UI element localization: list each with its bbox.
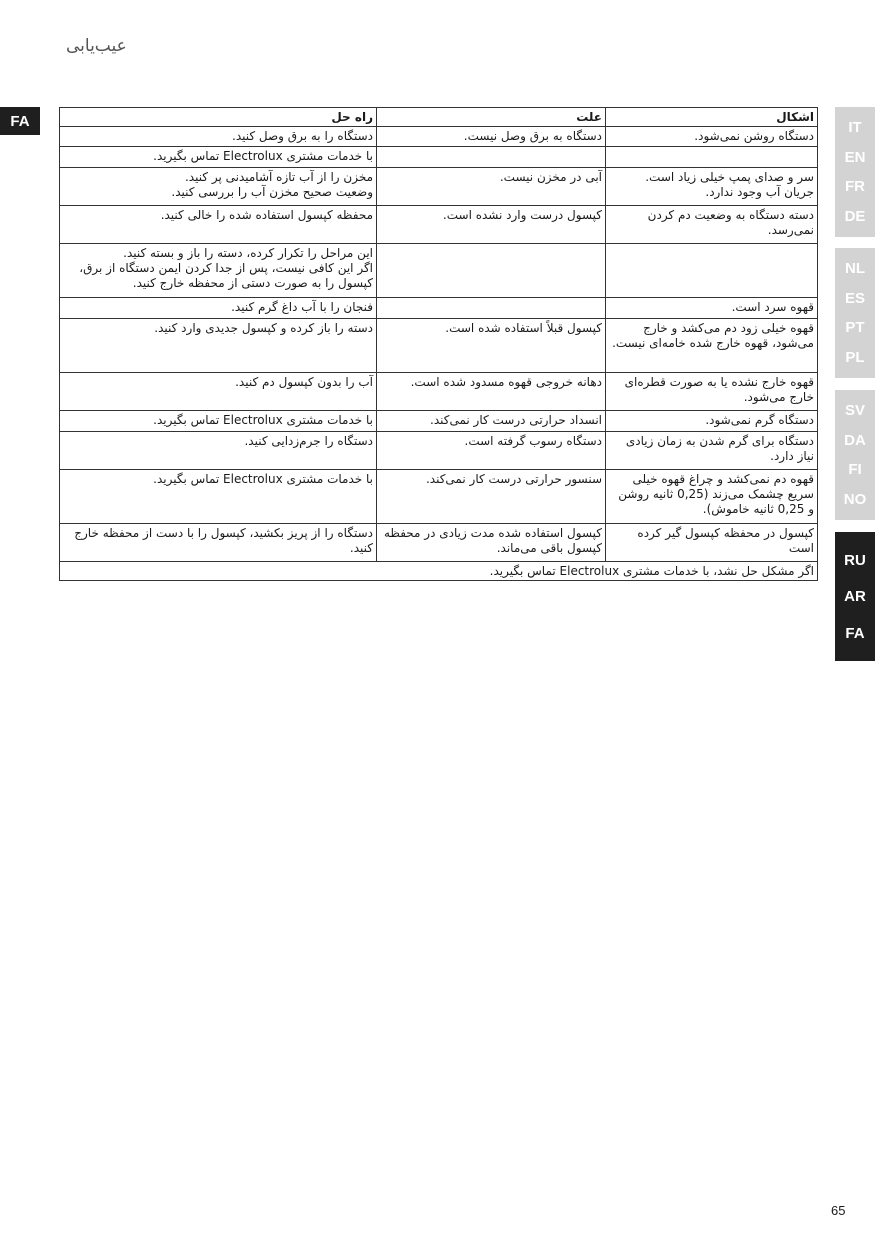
cell-cause <box>377 411 606 432</box>
problem-text: دستگاه گرم نمی‌شود. <box>705 413 814 427</box>
problem-text: دسته دستگاه به وضعیت دم کردن نمی‌رسد. <box>647 208 814 237</box>
cell-solution <box>60 168 377 206</box>
problem-text: دستگاه برای گرم شدن به زمان زیادی نیاز دارد. <box>625 434 814 463</box>
solution-text: دستگاه را به برق وصل کنید. <box>232 129 373 143</box>
cell-problem <box>606 373 818 411</box>
cell-solution <box>60 373 377 411</box>
cell-solution <box>60 432 377 470</box>
language-tab-es[interactable]: ES <box>844 289 865 307</box>
cause-text: سنسور حرارتی درست کار نمی‌کند. <box>425 472 602 486</box>
cause-text: دستگاه رسوب گرفته است. <box>464 434 602 448</box>
cell-cause <box>377 470 606 524</box>
solution-text: این مراحل را تکرار کرده، دسته را باز و بسته کنید. <box>123 246 373 260</box>
solution-text: آب را بدون کپسول دم کنید. <box>235 375 373 389</box>
cell-cause <box>377 147 606 168</box>
problem-text: کپسول در محفظه کپسول گیر کرده است <box>637 526 814 555</box>
language-tab-fi[interactable]: FI <box>848 461 862 479</box>
cause-text: کپسول استفاده شده مدت زیادی در محفظه کپسول باقی می‌ماند. <box>383 526 602 555</box>
footer-note: اگر مشکل حل نشد، با خدمات مشتری Electrolux تماس بگیرید. <box>60 562 818 581</box>
language-marker: FA <box>0 107 40 135</box>
cell-problem <box>606 524 818 562</box>
cell-solution <box>60 147 377 168</box>
language-tab-da[interactable]: DA <box>844 431 866 449</box>
language-tab-de[interactable]: DE <box>844 207 866 225</box>
table-row <box>60 244 818 298</box>
table-footer-row <box>60 562 818 581</box>
language-tab-pt[interactable]: PT <box>845 319 865 337</box>
table-row <box>60 127 818 147</box>
cause-text: دهانه خروجی قهوه مسدود شده است. <box>410 375 602 389</box>
cell-problem <box>606 298 818 319</box>
table-row <box>60 470 818 524</box>
cell-solution <box>60 319 377 373</box>
solution-text: دستگاه را جرم‌زدایی کنید. <box>244 434 373 448</box>
troubleshooting-table <box>59 107 818 581</box>
table-row <box>60 524 818 562</box>
solution-text: مخزن را از آب تازه آشامیدنی پر کنید. <box>184 170 373 184</box>
cell-solution <box>60 524 377 562</box>
table-row <box>60 206 818 244</box>
cell-cause <box>377 127 606 147</box>
cell-cause <box>377 373 606 411</box>
problem-text: قهوه خیلی زود دم می‌کشد و خارج می‌شود، قهوه خارج شده خامه‌ای نیست. <box>612 321 814 350</box>
language-tab-fr[interactable]: FR <box>845 178 865 196</box>
language-tab-fa[interactable]: FA <box>845 624 865 642</box>
cause-text: کپسول درست وارد نشده است. <box>442 208 602 222</box>
solution-text: با خدمات مشتری Electrolux تماس بگیرید. <box>153 149 373 163</box>
language-tab-ar[interactable]: AR <box>844 588 866 605</box>
problem-text: قهوه دم نمی‌کشد و چراغ قهوه خیلی سریع چشمک می‌زند (0,25 ثانیه روشن و 0,25 ثانیه خاموش). <box>618 472 814 516</box>
cell-problem <box>606 470 818 524</box>
solution-text: دسته را باز کرده و کپسول جدیدی وارد کنید. <box>154 321 373 335</box>
table-row <box>60 373 818 411</box>
cell-solution <box>60 206 377 244</box>
cell-cause <box>377 168 606 206</box>
cause-text: دستگاه به برق وصل نیست. <box>463 129 602 143</box>
cell-problem <box>606 206 818 244</box>
solution-text: دستگاه را از پریز بکشید، کپسول را با دست از محفظه خارج کنید. <box>74 526 373 555</box>
problem-text: جریان آب وجود ندارد. <box>705 185 814 199</box>
cell-solution <box>60 127 377 147</box>
cell-problem <box>606 147 818 168</box>
solution-text: وضعیت صحیح مخزن آب را بررسی کنید. <box>171 185 373 199</box>
cause-text: انسداد حرارتی درست کار نمی‌کند. <box>430 413 602 427</box>
cell-cause <box>377 206 606 244</box>
table-row <box>60 147 818 168</box>
cell-problem <box>606 432 818 470</box>
language-tab-no[interactable]: NO <box>843 490 867 508</box>
cell-problem <box>606 411 818 432</box>
language-tab-group-4 <box>835 532 875 661</box>
language-tab-it[interactable]: IT <box>848 119 862 137</box>
solution-text: فنجان را با آب داغ گرم کنید. <box>231 300 373 314</box>
cell-solution <box>60 411 377 432</box>
language-tab-ru[interactable]: RU <box>844 551 866 569</box>
solution-text: محفظه کپسول استفاده شده را خالی کنید. <box>160 208 373 222</box>
cell-problem <box>606 168 818 206</box>
solution-text: اگر این کافی نیست، پس از جدا کردن ایمن دستگاه از برق، کپسول را به صورت دستی از محفظه خارج کنید. <box>79 261 373 290</box>
cause-text: کپسول قبلاً استفاده شده است. <box>445 321 602 335</box>
language-tab-nl[interactable]: NL <box>845 260 865 278</box>
header-solution: راه حل <box>60 108 377 127</box>
language-tab-group-1 <box>835 107 875 237</box>
table-row <box>60 319 818 373</box>
table-row <box>60 298 818 319</box>
language-tab-pl[interactable]: PL <box>845 348 865 366</box>
cell-solution <box>60 298 377 319</box>
solution-text: با خدمات مشتری Electrolux تماس بگیرید. <box>153 472 373 486</box>
table-header-row <box>60 108 818 127</box>
language-tab-en[interactable]: EN <box>844 148 866 166</box>
cell-cause <box>377 524 606 562</box>
language-tab-sv[interactable]: SV <box>844 402 865 420</box>
problem-text: قهوه سرد است. <box>731 300 814 314</box>
problem-text: سر و صدای پمپ خیلی زیاد است. <box>645 170 814 184</box>
table-row <box>60 432 818 470</box>
page-number: 65 <box>831 1203 846 1218</box>
cell-problem <box>606 244 818 298</box>
cell-problem <box>606 319 818 373</box>
header-problem: اشکال <box>606 108 818 127</box>
cell-solution <box>60 470 377 524</box>
cell-solution <box>60 244 377 298</box>
problem-text: دستگاه روشن نمی‌شود. <box>694 129 814 143</box>
cell-cause <box>377 319 606 373</box>
cause-text: آبی در مخزن نیست. <box>499 170 602 184</box>
solution-text: با خدمات مشتری Electrolux تماس بگیرید. <box>153 413 373 427</box>
language-tab-group-3 <box>835 390 875 520</box>
page-title: عیب‌یابی <box>66 36 127 56</box>
cell-cause <box>377 244 606 298</box>
table-row <box>60 168 818 206</box>
cell-cause <box>377 298 606 319</box>
language-tab-group-2 <box>835 248 875 378</box>
cell-problem <box>606 127 818 147</box>
table-row <box>60 411 818 432</box>
problem-text: قهوه خارج نشده یا به صورت قطره‌ای خارج می‌شود. <box>624 375 814 404</box>
cell-cause <box>377 432 606 470</box>
header-cause: علت <box>377 108 606 127</box>
